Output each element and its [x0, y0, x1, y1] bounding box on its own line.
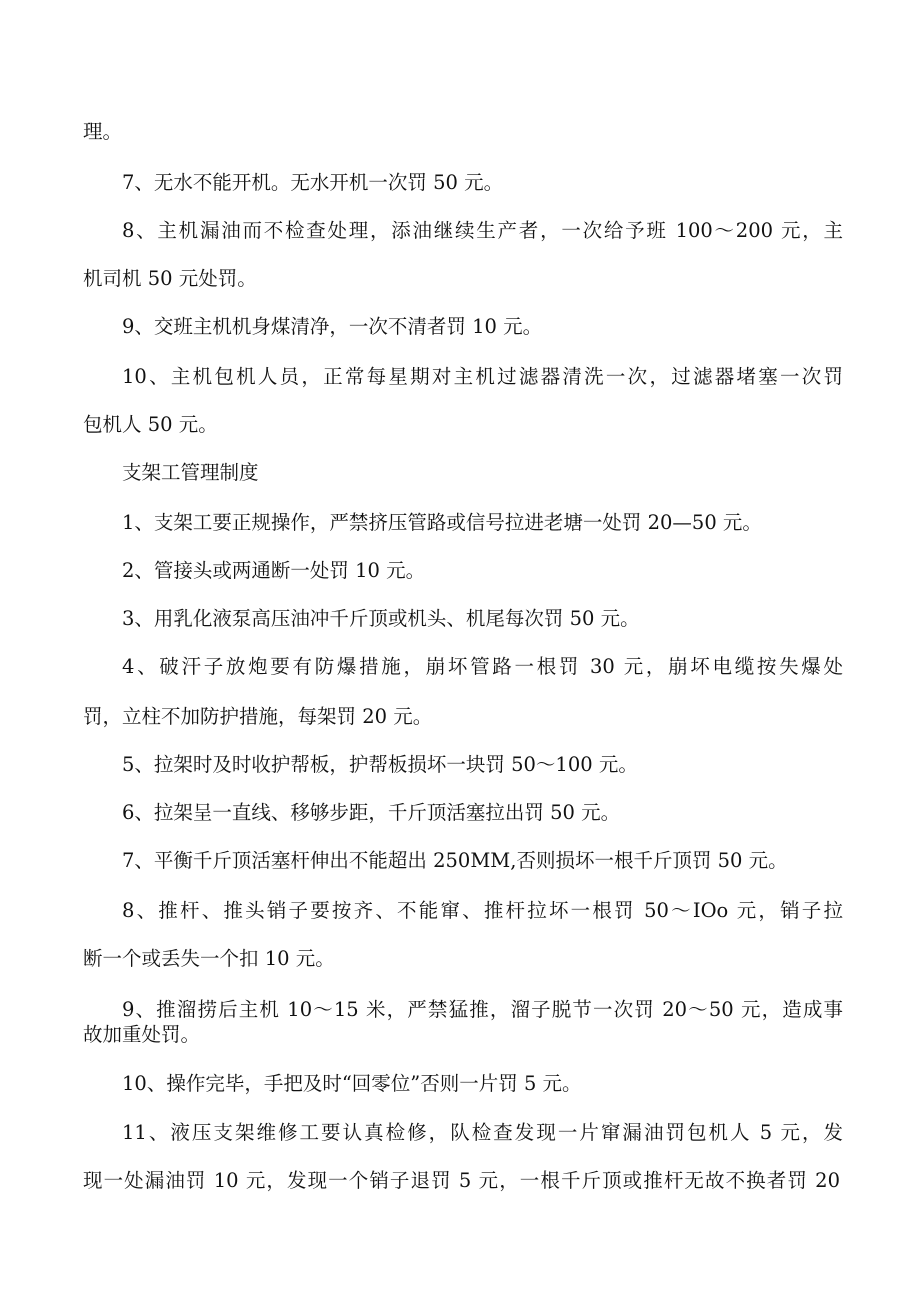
text-line-7: 包机人 50 元。: [83, 413, 218, 436]
text-line-12: 4、破汗子放炮要有防爆措施，崩坏管路一根罚 30 元，崩坏电缆按失爆处: [122, 655, 843, 678]
text-line-2: 7、无水不能开机。无水开机一次罚 50 元。: [122, 171, 504, 194]
text-line-17: 8、推杆、推头销子要按齐、不能窜、推杆拉坏一根罚 50～IOo 元，销子拉: [122, 899, 843, 922]
text-line-23: 现一处漏油罚 10 元，发现一个销子退罚 5 元，一根千斤顶或推杆无故不换者罚 20: [83, 1169, 840, 1192]
text-line-22: 11、液压支架维修工要认真检修，队检查发现一片窜漏油罚包机人 5 元，发: [122, 1121, 843, 1144]
text-line-6: 10、主机包机人员，正常每星期对主机过滤器清洗一次，过滤器堵塞一次罚: [122, 365, 843, 388]
text-line-4: 机司机 50 元处罚。: [83, 267, 257, 290]
text-line-11: 3、用乳化液泵高压油冲千斤顶或机头、机尾每次罚 50 元。: [122, 607, 640, 630]
text-line-21: 10、操作完毕，手把及时“回零位”否则一片罚 5 元。: [122, 1072, 582, 1095]
text-line-14: 5、拉架时及时收护帮板，护帮板损坏一块罚 50～100 元。: [122, 753, 638, 776]
text-line-1: 理。: [83, 120, 123, 143]
text-line-15: 6、拉架呈一直线、移够步距，千斤顶活塞拉出罚 50 元。: [122, 801, 621, 824]
text-line-10: 2、管接头或两通断一处罚 10 元。: [122, 559, 426, 582]
text-line-13: 罚，立柱不加防护措施，每架罚 20 元。: [83, 705, 433, 728]
text-line-5: 9、交班主机机身煤清净，一次不清者罚 10 元。: [122, 315, 543, 338]
text-line-3: 8、主机漏油而不检查处理，添油继续生产者，一次给予班 100～200 元，主: [122, 219, 843, 242]
text-line-16: 7、平衡千斤顶活塞杆伸出不能超出 250MM,否则损坏一根千斤顶罚 50 元。: [122, 849, 788, 872]
text-line-19: 9、推溜捞后主机 10～15 米，严禁猛推，溜子脱节一次罚 20～50 元，造成事: [122, 998, 843, 1021]
text-line-9: 1、支架工要正规操作，严禁挤压管路或信号拉进老塘一处罚 20—50 元。: [122, 511, 762, 534]
text-line-18: 断一个或丢失一个扣 10 元。: [83, 947, 335, 970]
section-heading: 支架工管理制度: [122, 461, 259, 484]
text-line-20: 故加重处罚。: [83, 1023, 201, 1046]
